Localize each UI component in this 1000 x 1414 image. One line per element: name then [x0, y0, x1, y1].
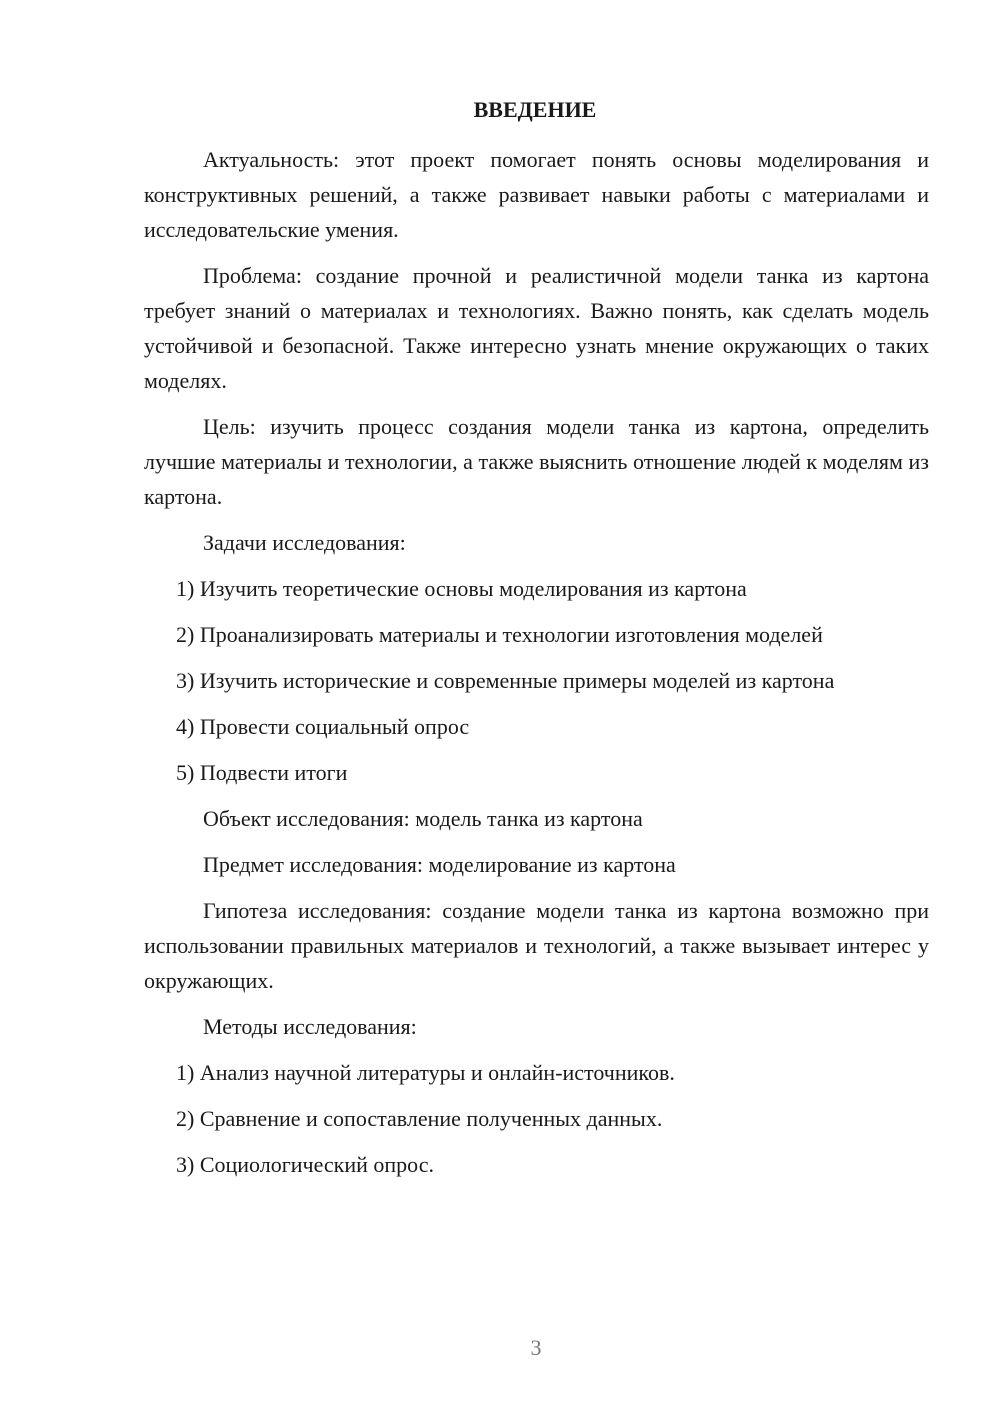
tasks-title: Задачи исследования:: [203, 530, 406, 555]
document-body: [144, 142, 929, 1193]
task-item: 1) Изучить теоретические основы моделирования из картона: [176, 576, 747, 601]
method-item: 2) Сравнение и сопоставление полученных данных.: [176, 1106, 663, 1131]
page-title: ВВЕДЕНИЕ: [473, 97, 597, 122]
method-item: 3) Социологический опрос.: [176, 1152, 434, 1177]
method-item: 1) Анализ научной литературы и онлайн-источников.: [176, 1060, 675, 1085]
hypothesis-paragraph: Гипотеза исследования: создание модели танка из картона возможно при использовании правильных материалов и технологий, а также вызывает интерес у окружающих.: [144, 898, 929, 993]
task-item: 2) Проанализировать материалы и технологии изготовления моделей: [176, 622, 823, 647]
research-subject: Предмет исследования: моделирование из картона: [203, 852, 676, 877]
task-item: 3) Изучить исторические и современные примеры моделей из картона: [176, 668, 835, 693]
goal-paragraph: Цель: изучить процесс создания модели танка из картона, определить лучшие материалы и технологии, а также выяснить отношение людей к моделям из картона.: [144, 414, 929, 509]
relevance-paragraph: Актуальность: этот проект помогает понять основы моделирования и конструктивных решений, а также развивает навыки работы с материалами и исследовательские умения.: [144, 147, 929, 242]
page-number: 3: [530, 1335, 542, 1360]
methods-title: Методы исследования:: [203, 1014, 417, 1039]
research-object: Объект исследования: модель танка из картона: [203, 806, 643, 831]
task-item: 4) Провести социальный опрос: [176, 714, 470, 739]
task-item: 5) Подвести итоги: [176, 760, 348, 785]
problem-paragraph: Проблема: создание прочной и реалистичной модели танка из картона требует знаний о материалах и технологиях. Важно понять, как сделать модель устойчивой и безопасной. Также интересно узнать мнение окружающих о таких моделях.: [144, 263, 929, 393]
